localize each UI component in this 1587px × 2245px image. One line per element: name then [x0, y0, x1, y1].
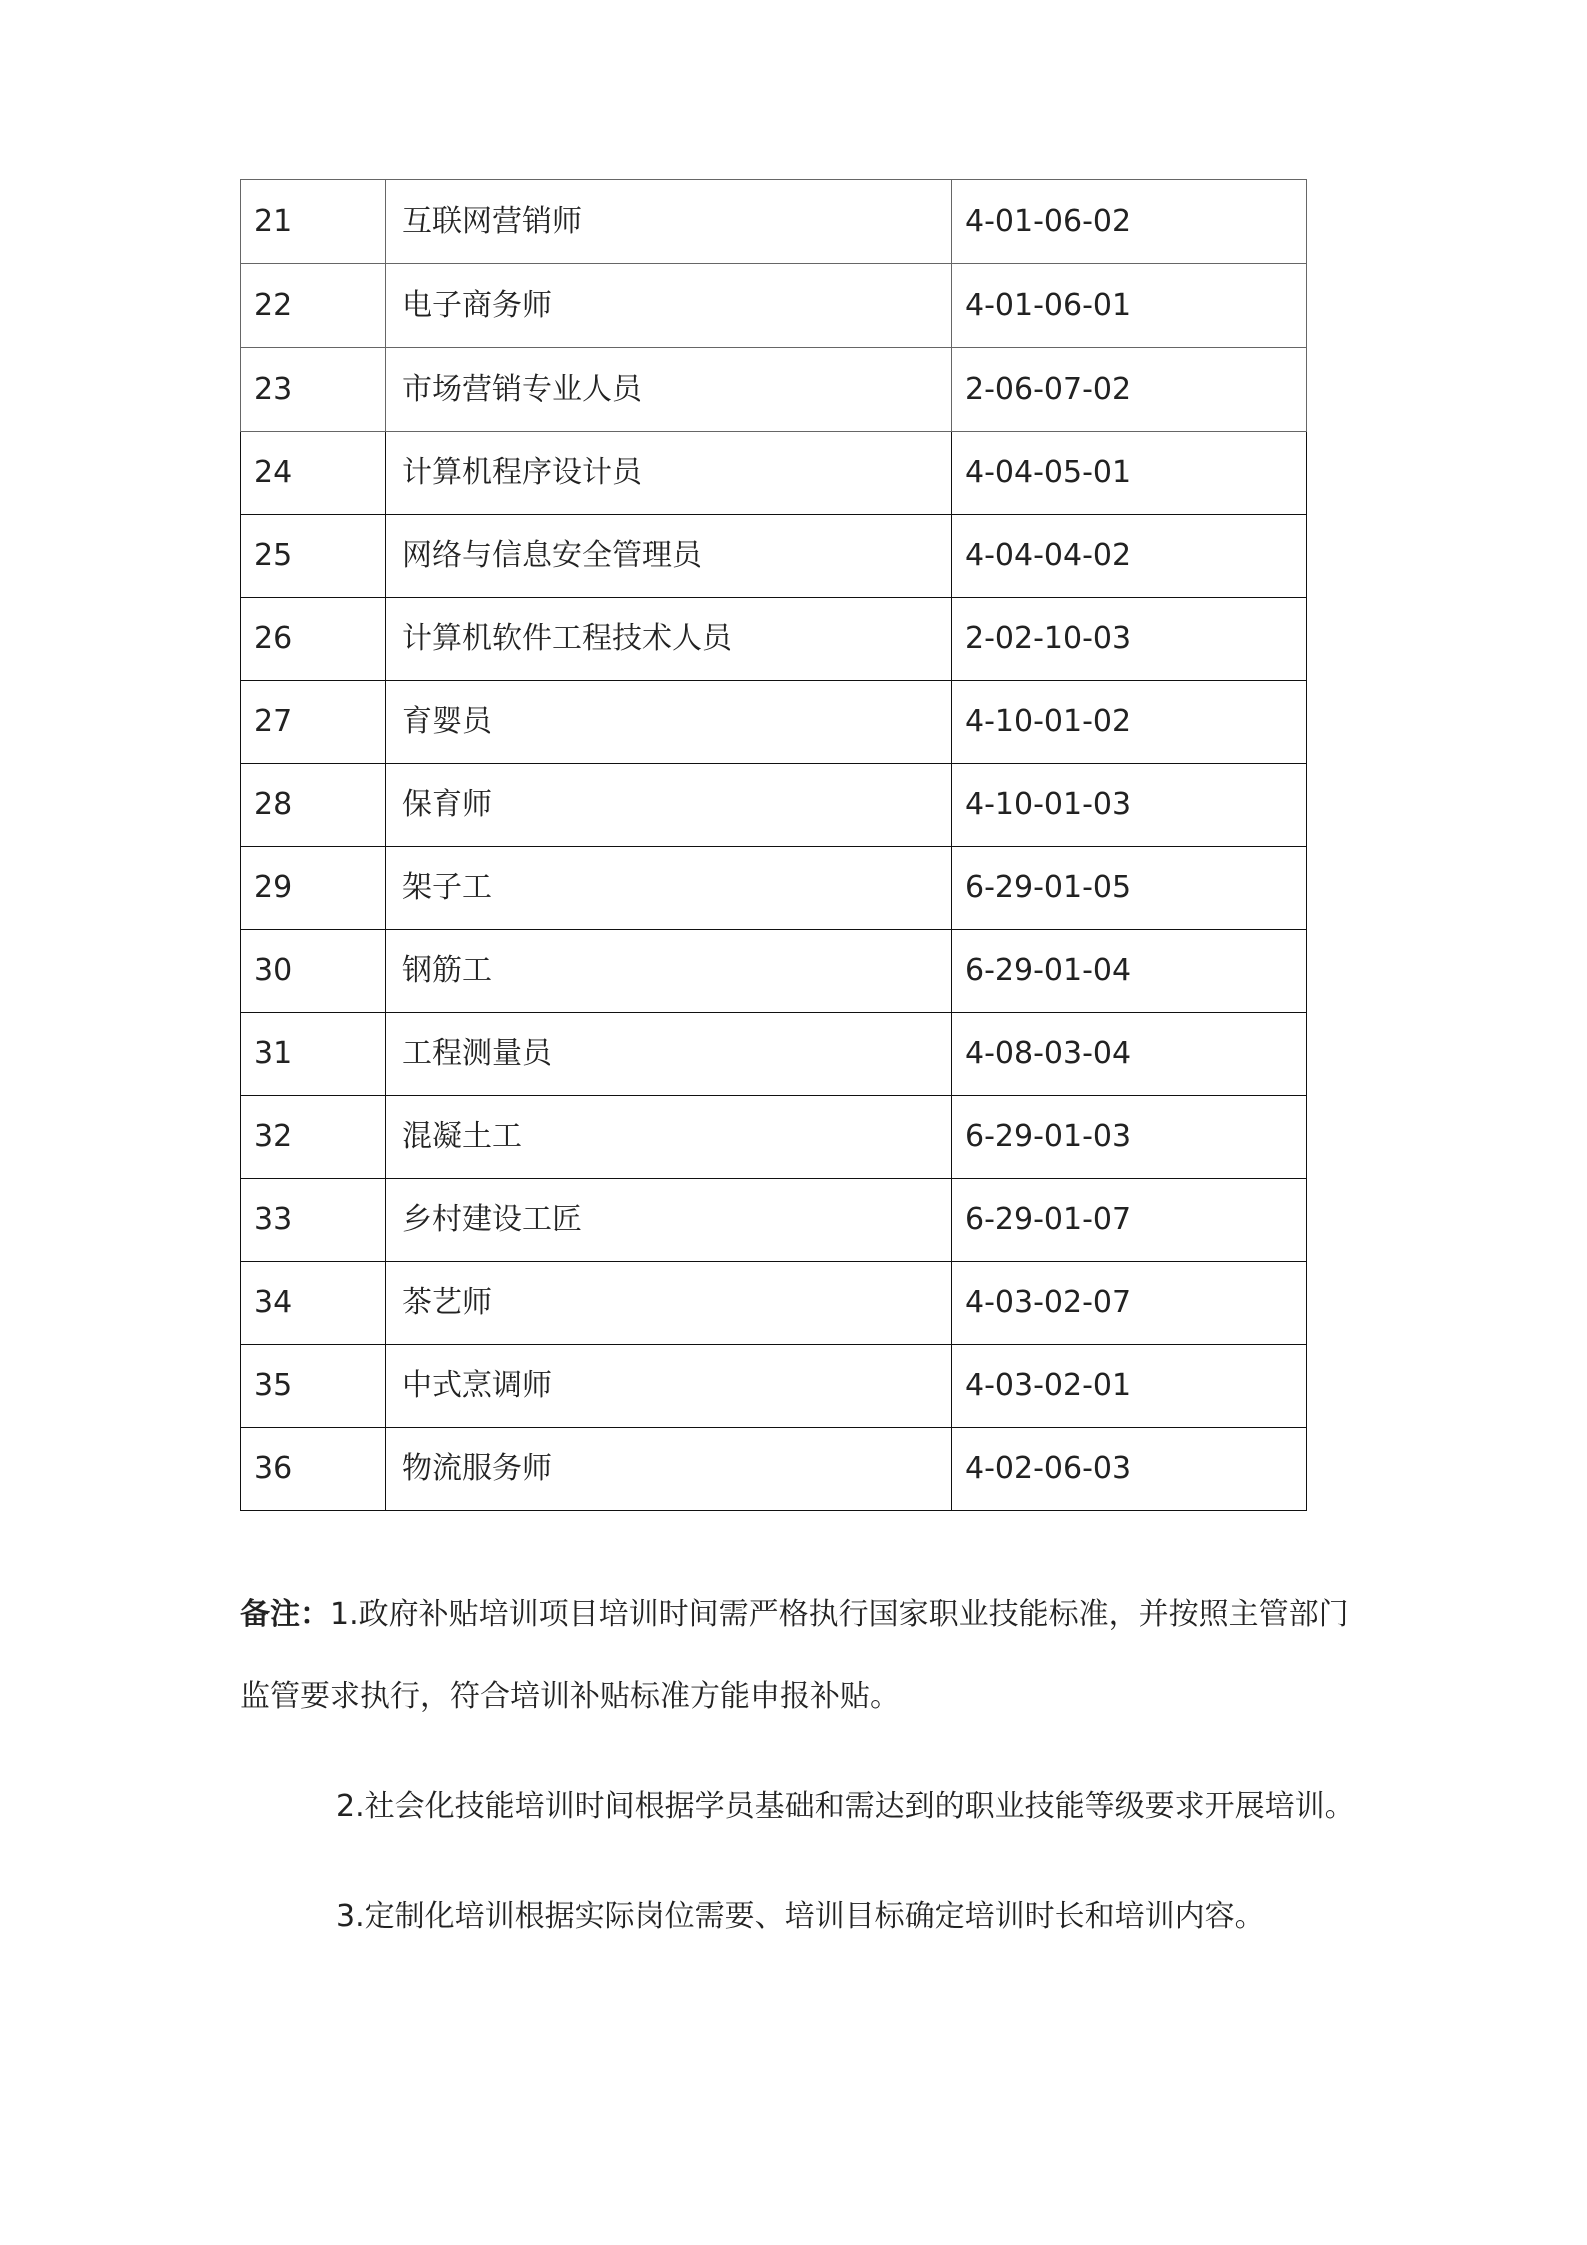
- occupation-code-cell: 4-03-02-01: [952, 1345, 1307, 1428]
- table-row: [241, 1013, 1307, 1096]
- table-row: [241, 1345, 1307, 1428]
- row-number-cell: 24: [241, 432, 386, 515]
- occupation-name-cell: 乡村建设工匠: [386, 1179, 952, 1262]
- table-row: [241, 764, 1307, 847]
- table-row: [241, 1428, 1307, 1511]
- table-row: [241, 180, 1307, 264]
- occupation-name-cell: 保育师: [386, 764, 952, 847]
- row-number-cell: 34: [241, 1262, 386, 1345]
- row-number-cell: 36: [241, 1428, 386, 1511]
- table-row: [241, 515, 1307, 598]
- occupation-name-cell: 电子商务师: [386, 264, 952, 348]
- occupation-table: [240, 179, 1307, 1511]
- occupation-code-cell: 4-01-06-02: [952, 180, 1307, 264]
- occupation-name-cell: 计算机软件工程技术人员: [386, 598, 952, 681]
- table-row: [241, 1179, 1307, 1262]
- note-1-text: 1.政府补贴培训项目培训时间需严格执行国家职业技能标准，并按照主管部门监管要求执行，符合培训补贴标准方能申报补贴。: [240, 1597, 1349, 1714]
- row-number-cell: 35: [241, 1345, 386, 1428]
- occupation-name-cell: 市场营销专业人员: [386, 348, 952, 432]
- table-row: [241, 1262, 1307, 1345]
- occupation-code-cell: 6-29-01-03: [952, 1096, 1307, 1179]
- row-number-cell: 29: [241, 847, 386, 930]
- row-number-cell: 22: [241, 264, 386, 348]
- note-3: 3.定制化培训根据实际岗位需要、培训目标确定培训时长和培训内容。: [336, 1899, 1265, 1934]
- occupation-code-cell: 2-06-07-02: [952, 348, 1307, 432]
- row-number-cell: 21: [241, 180, 386, 264]
- occupation-code-cell: 4-03-02-07: [952, 1262, 1307, 1345]
- table-row: [241, 264, 1307, 348]
- occupation-code-cell: 4-10-01-03: [952, 764, 1307, 847]
- occupation-name-cell: 钢筋工: [386, 930, 952, 1013]
- occupation-code-cell: 4-10-01-02: [952, 681, 1307, 764]
- occupation-name-cell: 茶艺师: [386, 1262, 952, 1345]
- row-number-cell: 23: [241, 348, 386, 432]
- occupation-code-cell: 6-29-01-07: [952, 1179, 1307, 1262]
- occupation-name-cell: 互联网营销师: [386, 180, 952, 264]
- table-row: [241, 432, 1307, 515]
- table-row: [241, 1096, 1307, 1179]
- occupation-name-cell: 工程测量员: [386, 1013, 952, 1096]
- table-row: [241, 681, 1307, 764]
- occupation-code-cell: 4-08-03-04: [952, 1013, 1307, 1096]
- occupation-code-cell: 6-29-01-04: [952, 930, 1307, 1013]
- occupation-name-cell: 网络与信息安全管理员: [386, 515, 952, 598]
- note-1: [240, 1574, 1355, 1738]
- occupation-name-cell: 混凝土工: [386, 1096, 952, 1179]
- occupation-code-cell: 2-02-10-03: [952, 598, 1307, 681]
- occupation-name-cell: 育婴员: [386, 681, 952, 764]
- occupation-code-cell: 4-01-06-01: [952, 264, 1307, 348]
- row-number-cell: 25: [241, 515, 386, 598]
- occupation-code-cell: 4-04-05-01: [952, 432, 1307, 515]
- table-row: [241, 930, 1307, 1013]
- notes-section: [240, 1574, 1355, 1958]
- occupation-name-cell: 中式烹调师: [386, 1345, 952, 1428]
- note-2: 2.社会化技能培训时间根据学员基础和需达到的职业技能等级要求开展培训。: [336, 1789, 1355, 1824]
- row-number-cell: 28: [241, 764, 386, 847]
- row-number-cell: 32: [241, 1096, 386, 1179]
- occupation-code-cell: 4-04-04-02: [952, 515, 1307, 598]
- occupation-name-cell: 架子工: [386, 847, 952, 930]
- occupation-table-body: [241, 180, 1307, 1511]
- occupation-code-cell: 6-29-01-05: [952, 847, 1307, 930]
- row-number-cell: 33: [241, 1179, 386, 1262]
- occupation-name-cell: 物流服务师: [386, 1428, 952, 1511]
- table-row: [241, 348, 1307, 432]
- occupation-name-cell: 计算机程序设计员: [386, 432, 952, 515]
- row-number-cell: 30: [241, 930, 386, 1013]
- table-row: [241, 598, 1307, 681]
- row-number-cell: 27: [241, 681, 386, 764]
- notes-label: 备注：: [240, 1597, 330, 1632]
- table-row: [241, 847, 1307, 930]
- row-number-cell: 26: [241, 598, 386, 681]
- occupation-code-cell: 4-02-06-03: [952, 1428, 1307, 1511]
- row-number-cell: 31: [241, 1013, 386, 1096]
